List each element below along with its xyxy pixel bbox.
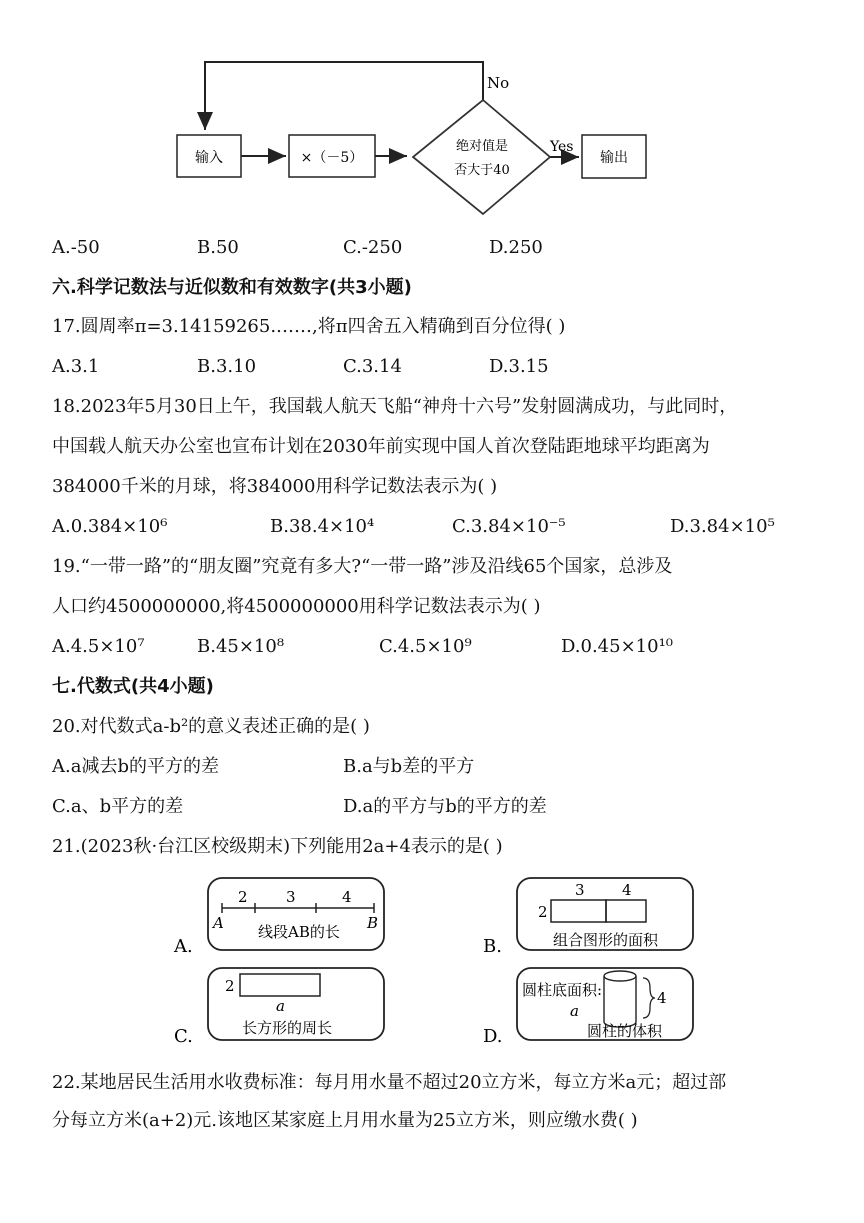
q20-option-a: A.a减去b的平方的差 [52,756,219,777]
fig-b-rect-right [606,900,646,922]
fig-a-caption: 线段AB的长 [258,923,340,941]
q18-option-a: A.0.384×10⁶ [52,516,168,537]
fig-b-side: 2 [538,903,548,921]
q18-stem-line3: 384000千米的月球，将384000用科学记数法表示为( ) [52,476,498,497]
q16-option-c: C.-250 [343,237,403,258]
fig-c-letter: C. [174,1026,193,1047]
q20-option-c: C.a、b平方的差 [52,796,184,817]
fig-b-letter: B. [483,936,502,957]
fig-d-height: 4 [657,989,667,1007]
q20-stem: 20.对代数式a-b²的意义表述正确的是( ) [52,716,370,737]
fig-b-top-4: 4 [622,881,632,899]
fig-b-caption: 组合图形的面积 [553,931,659,949]
q16-option-a: A.-50 [52,237,100,258]
decision-diamond [413,100,550,214]
q18-stem-line1: 18.2023年5月30日上午，我国载人航天飞船“神舟十六号”发射圆满成功，与此同时， [52,396,738,417]
section6-title: 六.科学记数法与近似数和有效数字(共3小题) [52,277,412,298]
multiply-label: ×（－5） [300,150,364,166]
fig-d-cylinder [604,971,636,1027]
q22-stem-line2: 分每立方米(a+2)元.该地区某家庭上月用水量为25立方米，则应缴水费( ) [52,1110,638,1131]
q22-stem-line1: 22.某地居民生活用水收费标准：每月用水量不超过20立方米，每立方米a元；超过部 [52,1072,727,1093]
fig-d-label-a: a [570,1002,579,1020]
q18-option-b: B.38.4×10⁴ [270,516,375,537]
fig-c-side: 2 [225,977,235,995]
q16-option-d: D.250 [489,237,543,258]
q17-option-d: D.3.15 [489,356,549,377]
fig-d-caption: 圆柱的体积 [587,1022,663,1040]
fig-c-bottom: a [276,997,285,1015]
section7-title: 七.代数式(共4小题) [52,676,214,697]
q18-option-d: D.3.84×10⁵ [670,516,775,537]
q19-option-c: C.4.5×10⁹ [379,636,472,657]
q19-option-d: D.0.45×10¹⁰ [561,636,674,657]
fig-d-brace [643,978,655,1018]
q17-option-c: C.3.14 [343,356,402,377]
decision-line1: 绝对值是 [455,139,509,154]
q17-option-b: B.3.10 [197,356,257,377]
q19-option-b: B.45×10⁸ [197,636,285,657]
no-label: No [487,74,510,92]
q18-stem-line2: 中国载人航天办公室也宣布计划在2030年前实现中国人首次登陆距地球平均距离为 [52,436,710,457]
q17-stem: 17.圆周率π=3.14159265.……,将π四舍五入精确到百分位得( ) [52,316,566,337]
fig-a-end-a: A [213,914,224,932]
q21-stem: 21.(2023秋·台江区校级期末)下列能用2a+4表示的是( ) [52,836,503,857]
q17-option-a: A.3.1 [52,356,100,377]
fig-c-rect [240,974,320,996]
fig-a-end-b: B [367,914,379,932]
output-label: 输出 [600,150,628,166]
yes-label: Yes [550,139,574,155]
fig-d-label1: 圆柱底面积: [522,981,603,999]
fig-b-rect-left [551,900,606,922]
flowchart [0,0,864,230]
q21-figures [0,870,864,1060]
decision-line2: 否大于40 [454,163,510,178]
fig-a-tick-label-3: 3 [286,888,296,906]
fig-a-tick-label-2: 2 [238,888,248,906]
q16-option-b: B.50 [197,237,239,258]
fig-d-letter: D. [483,1026,503,1047]
q19-option-a: A.4.5×10⁷ [52,636,145,657]
loop-line [205,62,483,130]
q19-stem-line2: 人口约4500000000,将4500000000用科学记数法表示为( ) [52,596,541,617]
q20-option-b: B.a与b差的平方 [343,756,475,777]
q20-option-d: D.a的平方与b的平方的差 [343,796,547,817]
fig-b-top-3: 3 [575,881,585,899]
q19-stem-line1: 19.“一带一路”的“朋友圈”究竟有多大?“一带一路”涉及沿线65个国家，总涉及 [52,556,673,577]
fig-c-caption: 长方形的周长 [242,1019,333,1037]
q18-option-c: C.3.84×10⁻⁵ [452,516,566,537]
fig-a-letter: A. [174,936,193,957]
fig-a-tick-label-4: 4 [342,888,352,906]
input-label: 输入 [195,150,223,166]
